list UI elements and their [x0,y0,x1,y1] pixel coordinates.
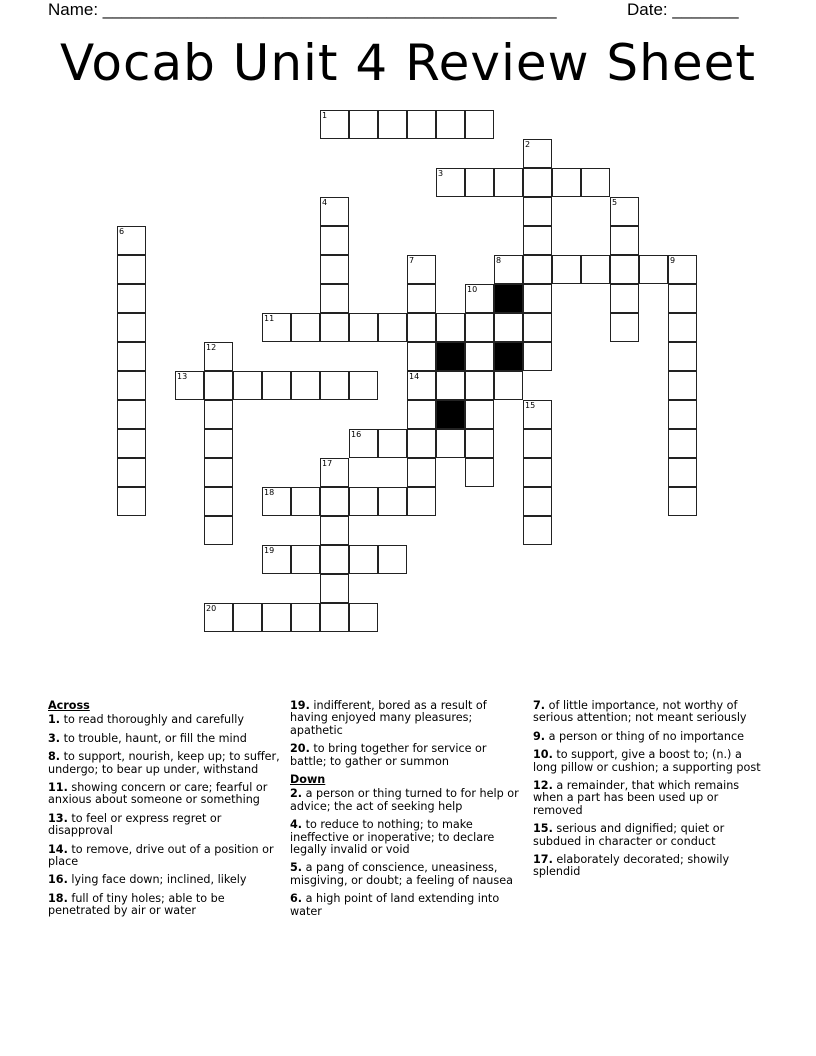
crossword-cell[interactable] [349,110,378,139]
crossword-cell[interactable] [407,487,436,516]
crossword-cell[interactable] [668,458,697,487]
down-clue [533,700,769,725]
crossword-cell[interactable] [668,255,697,284]
crossword-cell[interactable] [523,400,552,429]
crossword-cell[interactable] [291,545,320,574]
clue-text: full of tiny holes; able to be penetrated by air or water [48,891,225,918]
crossword-cell[interactable] [204,487,233,516]
crossword-cell[interactable] [320,255,349,284]
crossword-cell[interactable] [668,342,697,371]
crossword-cell[interactable] [465,342,494,371]
crossword-cell[interactable] [465,400,494,429]
crossword-cell[interactable] [349,487,378,516]
name-field[interactable]: Name: ________________________________________________ [48,0,557,19]
clue-text: a person or thing of no importance [548,729,745,743]
crossword-cell[interactable] [523,284,552,313]
clue-text: a remainder, that which remains when a part has been used up or removed [533,779,740,817]
crossword-cell[interactable] [378,313,407,342]
crossword-cell[interactable] [175,371,204,400]
crossword-cell[interactable] [291,603,320,632]
crossword-cell[interactable] [668,487,697,516]
clue-text: showing concern or care; fearful or anxious about someone or something [48,781,268,807]
crossword-cell[interactable] [552,255,581,284]
crossword-cell[interactable] [320,197,349,226]
section-heading: Down [290,773,326,787]
crossword-cell[interactable] [378,487,407,516]
clue-number: 18. [48,891,68,905]
crossword-cell[interactable] [523,458,552,487]
clue-text: of little importance, not worthy of serious attention; not meant seriously [533,699,747,725]
clue-number: 12 [206,343,217,352]
clue-text: to trouble, haunt, or fill the mind [63,731,247,745]
crossword-cell[interactable] [610,313,639,342]
crossword-cell[interactable] [494,371,523,400]
clue-text: a pang of conscience, uneasiness, misgiving, or doubt; a feeling of nausea [290,861,513,887]
crossword-cell[interactable] [117,342,146,371]
crossword-cell[interactable] [465,458,494,487]
crossword-cell[interactable] [436,371,465,400]
crossword-cell[interactable] [204,429,233,458]
clue-number: 1. [48,713,61,727]
crossword-cell[interactable] [204,458,233,487]
clue-text: a high point of land extending into water [290,892,500,918]
crossword-cell[interactable] [465,429,494,458]
down-clue [290,819,526,856]
clue-number: 15. [533,822,553,836]
crossword-cell[interactable] [668,313,697,342]
crossword-cell[interactable] [349,371,378,400]
crossword-cell[interactable] [117,313,146,342]
clue-number: 9 [670,256,676,265]
crossword-cell[interactable] [407,284,436,313]
clue-number: 10. [533,748,553,762]
down-clue [533,854,769,879]
crossword-cell[interactable] [523,516,552,545]
clue-number: 4 [322,198,328,207]
clue-number: 4. [290,818,303,832]
crossword-cell[interactable] [407,313,436,342]
crossword-cell[interactable] [407,342,436,371]
crossword-cell[interactable] [523,168,552,197]
crossword-cell[interactable] [552,168,581,197]
clue-text: to support, give a boost to; (n.) a long pillow or cushion; a supporting post [533,748,761,774]
clue-text: to bring together for service or battle; to gather or summon [290,742,487,768]
across-clue [48,782,284,807]
clue-number: 20 [206,604,217,613]
section-heading: Across [48,699,90,712]
clue-number: 18 [264,488,275,497]
crossword-cell[interactable] [436,429,465,458]
crossword-cell[interactable] [407,255,436,284]
down-clue [533,731,769,743]
across-clue [290,700,526,737]
crossword-cell[interactable] [465,313,494,342]
clue-number: 9. [533,729,546,743]
crossword-cell[interactable] [639,255,668,284]
clue-number: 8. [48,750,61,764]
crossword-cell[interactable] [610,284,639,313]
down-clue [533,780,769,817]
clue-number: 7 [409,256,415,265]
crossword-cell[interactable] [117,400,146,429]
clue-text: lying face down; inclined, likely [71,873,247,887]
crossword-cell[interactable] [407,371,436,400]
crossword-cell[interactable] [407,400,436,429]
crossword-cell[interactable] [668,284,697,313]
clue-number: 14 [409,372,420,381]
black-square [494,342,523,371]
crossword-cell[interactable] [523,487,552,516]
clues-column-2 [290,700,526,924]
clue-number: 20. [290,742,310,756]
clue-number: 2. [290,787,303,801]
crossword-cell[interactable] [320,603,349,632]
across-clue [290,743,526,768]
across-clue [48,751,284,776]
clue-text: elaborately decorated; showily splendid [533,853,730,879]
crossword-cell[interactable] [320,545,349,574]
clue-text: indifferent, bored as a result of having enjoyed many pleasures; apathetic [290,699,487,737]
crossword-cell[interactable] [117,284,146,313]
clue-number: 19 [264,546,275,555]
crossword-cell[interactable] [291,313,320,342]
down-clue [290,862,526,887]
crossword-cell[interactable] [407,110,436,139]
crossword-cell[interactable] [349,603,378,632]
crossword-cell[interactable] [668,371,697,400]
down-clue [533,823,769,848]
crossword-cell[interactable] [523,226,552,255]
crossword-cell[interactable] [233,603,262,632]
crossword-cell[interactable] [204,516,233,545]
clues-column-1 [48,700,284,924]
clue-number: 5 [612,198,618,207]
down-clue [290,788,526,813]
clue-number: 6. [290,892,303,906]
crossword-cell[interactable] [320,574,349,603]
crossword-cell[interactable] [378,429,407,458]
clue-text: serious and dignified; quiet or subdued in character or conduct [533,822,725,848]
clue-number: 1 [322,111,328,120]
crossword-cell[interactable] [320,458,349,487]
crossword-cell[interactable] [262,603,291,632]
crossword-cell[interactable] [349,429,378,458]
clue-text: to feel or express regret or disapproval [48,811,222,838]
crossword-cell[interactable] [204,371,233,400]
crossword-cell[interactable] [320,516,349,545]
clue-number: 12. [533,779,553,793]
crossword-cell[interactable] [204,603,233,632]
black-square [436,400,465,429]
crossword-cell[interactable] [610,255,639,284]
across-clue [48,874,284,886]
clue-number: 6 [119,227,125,236]
clue-number: 3 [438,169,444,178]
black-square [436,342,465,371]
crossword-cell[interactable] [494,313,523,342]
crossword-cell[interactable] [465,110,494,139]
clue-number: 3. [48,731,61,745]
clue-text: to support, nourish, keep up; to suffer, undergo; to bear up under, withstand [48,750,280,776]
clue-number: 15 [525,401,536,410]
crossword-cell[interactable] [610,226,639,255]
crossword-cell[interactable] [407,429,436,458]
crossword-cell[interactable] [349,313,378,342]
crossword-cell[interactable] [320,487,349,516]
crossword-cell[interactable] [465,371,494,400]
clue-number: 14. [48,842,68,856]
clue-number: 16. [48,873,68,887]
crossword-cell[interactable] [465,284,494,313]
crossword-cell[interactable] [668,429,697,458]
clues-column-3 [533,700,769,885]
crossword-cell[interactable] [494,168,523,197]
down-clue [290,893,526,918]
crossword-cell[interactable] [117,255,146,284]
crossword-cell[interactable] [523,342,552,371]
clue-number: 13. [48,811,68,825]
clue-number: 19. [290,699,310,712]
clue-text: to remove, drive out of a position or place [48,842,274,869]
crossword-cell[interactable] [436,313,465,342]
crossword-cell[interactable] [523,255,552,284]
clue-number: 10 [467,285,478,294]
crossword-cell[interactable] [407,458,436,487]
clue-number: 11 [264,314,275,323]
crossword-cell[interactable] [523,429,552,458]
crossword-cell[interactable] [291,371,320,400]
crossword-cell[interactable] [320,371,349,400]
clue-number: 8 [496,256,502,265]
clue-text: a person or thing turned to for help or advice; the act of seeking help [290,787,519,813]
across-clue [48,813,284,838]
date-field[interactable]: Date: _______ [627,0,739,19]
black-square [494,284,523,313]
clue-number: 16 [351,430,362,439]
crossword-cell[interactable] [117,429,146,458]
clue-number: 17. [533,853,553,867]
crossword-cell[interactable] [204,342,233,371]
crossword-cell[interactable] [291,487,320,516]
crossword-cell[interactable] [523,313,552,342]
crossword-cell[interactable] [204,400,233,429]
crossword-cell[interactable] [349,545,378,574]
crossword-cell[interactable] [581,255,610,284]
clue-number: 5. [290,861,303,875]
across-clue [48,714,284,726]
crossword-cell[interactable] [320,284,349,313]
crossword-cell[interactable] [465,168,494,197]
down-clue [533,749,769,774]
crossword-cell[interactable] [320,313,349,342]
crossword-cell[interactable] [378,110,407,139]
crossword-cell[interactable] [262,313,291,342]
crossword-cell[interactable] [378,545,407,574]
crossword-cell[interactable] [668,400,697,429]
clue-text: to read thoroughly and carefully [63,713,244,727]
clue-number: 17 [322,459,333,468]
clue-number: 11. [48,781,68,795]
across-clue [48,893,284,918]
crossword-cell[interactable] [117,487,146,516]
crossword-cell[interactable] [117,371,146,400]
crossword-cell[interactable] [523,197,552,226]
crossword-cell[interactable] [233,371,262,400]
crossword-cell[interactable] [262,487,291,516]
crossword-cell[interactable] [320,110,349,139]
across-clue [48,844,284,869]
crossword-cell[interactable] [523,139,552,168]
crossword-cell[interactable] [117,458,146,487]
crossword-cell[interactable] [262,371,291,400]
crossword-cell[interactable] [436,110,465,139]
clue-text: to reduce to nothing; to make ineffective or inoperative; to declare legally invalid or void [290,818,495,857]
crossword-cell[interactable] [320,226,349,255]
crossword-cell[interactable] [494,255,523,284]
crossword-cell[interactable] [581,168,610,197]
page-title: Vocab Unit 4 Review Sheet [60,34,756,92]
crossword-cell[interactable] [436,168,465,197]
clue-number: 2 [525,140,531,149]
clue-number: 13 [177,372,188,381]
crossword-cell[interactable] [117,226,146,255]
across-clue [48,733,284,745]
crossword-cell[interactable] [610,197,639,226]
clue-number: 7. [533,699,546,712]
crossword-cell[interactable] [262,545,291,574]
